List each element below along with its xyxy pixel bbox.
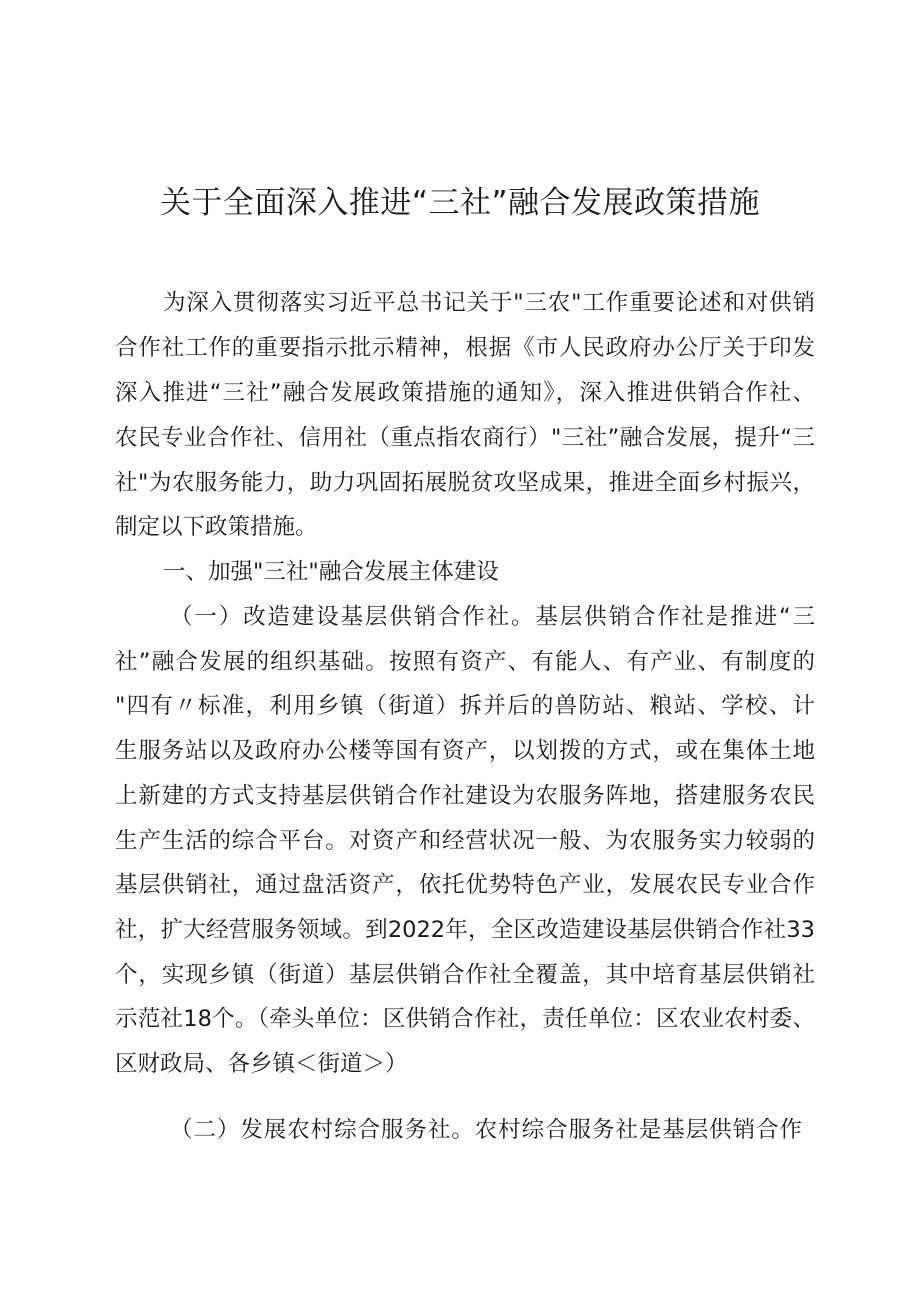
- item-1-line: 示范社18个。（牵头单位：区供销合作社，责任单位：区农业农村委、: [115, 1006, 815, 1032]
- item-1-line: 基层供销社，通过盘活资产，依托优势特色产业，发展农民专业合作: [115, 872, 815, 898]
- item-1-line: 生服务站以及政府办公楼等国有资产，以划拨的方式，或在集体土地: [115, 738, 815, 764]
- item-1-line: 生产生活的综合平台。对资产和经营状况一般、为农服务实力较弱的: [115, 828, 815, 854]
- intro-line: 深入推进“三社”融合发展政策措施的通知》，深入推进供销合作社、: [115, 380, 815, 406]
- item-1-line: 个，实现乡镇（街道）基层供销合作社全覆盖，其中培育基层供销社: [115, 962, 815, 988]
- item-1-line: 区财政局、各乡镇＜街道＞）: [115, 1051, 408, 1077]
- item-1-line: （一）改造建设基层供销合作社。基层供销合作社是推进“三: [170, 604, 815, 630]
- intro-line: 为深入贯彻落实习近平总书记关于"三农"工作重要论述和对供销: [163, 290, 815, 316]
- intro-line: 社"为农服务能力，助力巩固拓展脱贫攻坚成果，推进全面乡村振兴，: [115, 470, 815, 496]
- intro-line: 合作社工作的重要指示批示精神，根据《市人民政府办公厅关于印发: [115, 335, 815, 361]
- item-1-line: 社”融合发展的组织基础。按照有资产、有能人、有产业、有制度的: [115, 649, 815, 675]
- item-2-line: （二）发展农村综合服务社。农村综合服务社是基层供销合作: [170, 1117, 802, 1143]
- item-1-line: "四有〃标准，利用乡镇（街道）拆并后的兽防站、粮站、学校、计: [115, 693, 815, 719]
- item-1-line: 上新建的方式支持基层供销合作社建设为农服务阵地，搭建服务农民: [115, 783, 815, 809]
- section-heading: 一、加强"三社"融合发展主体建设: [163, 559, 499, 585]
- intro-line: 制定以下政策措施。: [115, 514, 318, 540]
- intro-line: 农民专业合作社、信用社（重点指农商行）"三社”融合发展，提升“三: [115, 425, 815, 451]
- item-1-line: 社，扩大经营服务领域。到2022年，全区改造建设基层供销合作社33: [115, 917, 815, 943]
- document-title: 关于全面深入推进“三社”融合发展政策措施: [159, 185, 761, 221]
